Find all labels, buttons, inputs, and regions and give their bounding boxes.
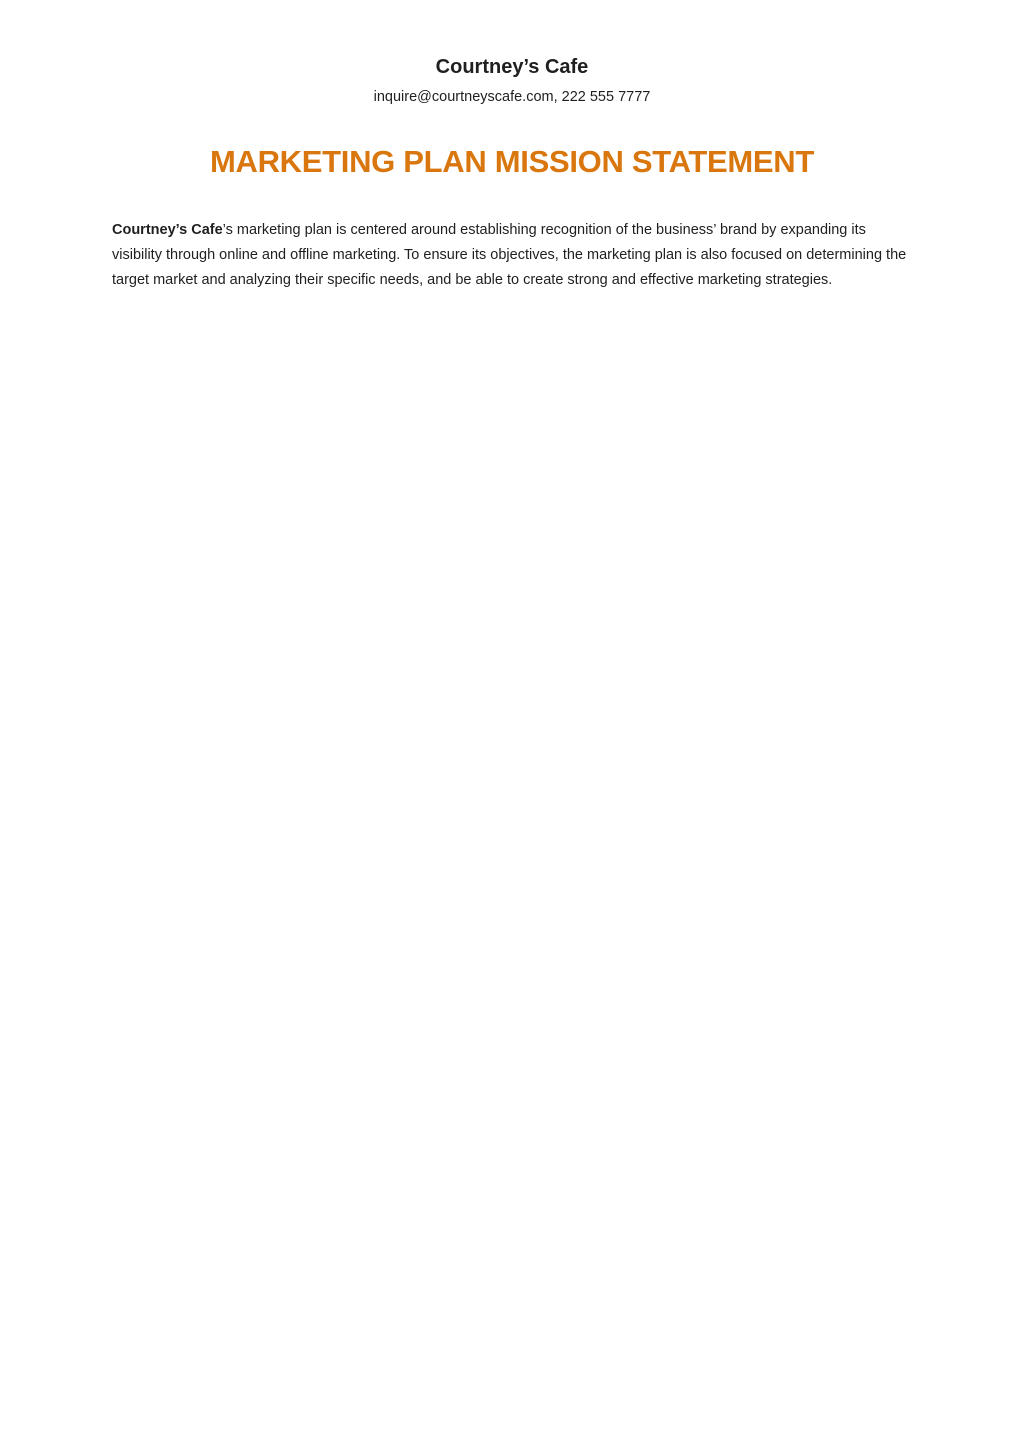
company-name: Courtney’s Cafe bbox=[435, 56, 589, 78]
document-title: MARKETING PLAN MISSION STATEMENT bbox=[209, 144, 815, 179]
mission-statement-paragraph bbox=[112, 218, 912, 293]
letterhead bbox=[0, 53, 1024, 107]
company-name-inline: Courtney’s Cafe bbox=[112, 222, 223, 238]
mission-statement-text: ’s marketing plan is centered around establishing recognition of the business’ brand by expanding its visibility through online and offline marketing. To ensure its objectives, the marketing plan is also focused on determining the target market and analyzing their specific needs, and be able to create strong and effective marketing strategies. bbox=[112, 222, 907, 288]
contact-info: inquire@courtneyscafe.com, 222 555 7777 bbox=[373, 89, 651, 105]
